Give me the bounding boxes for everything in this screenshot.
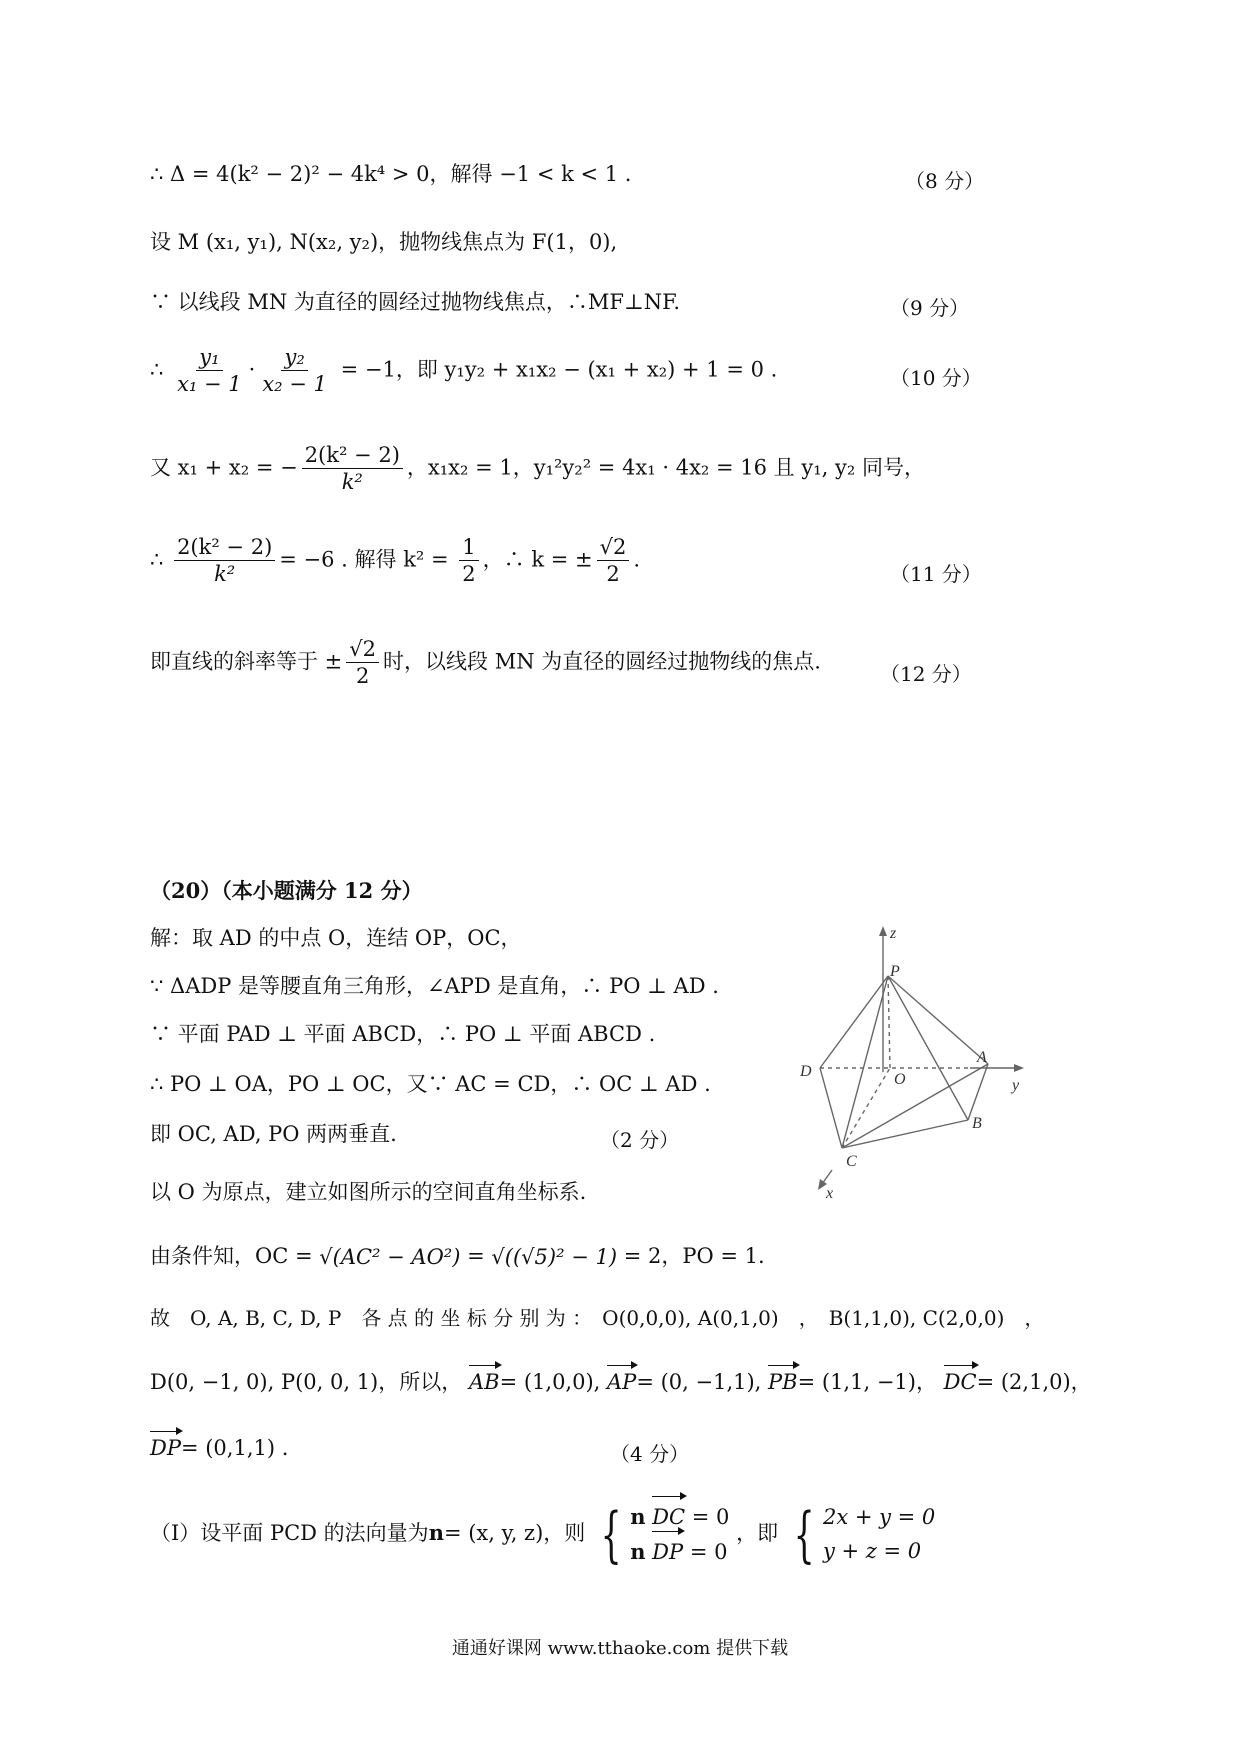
label-B: B [972,1115,982,1132]
score-2: （2 分） [600,1128,680,1152]
circle-condition: ∵ 以线段 MN 为直径的圆经过抛物线焦点，∴MF⊥NF. [150,290,681,314]
score-8: （8 分） [905,169,985,193]
label-D: D [800,1063,812,1080]
score-11: （11 分） [890,562,982,586]
solution-step-2: ∵ ΔADP 是等腰直角三角形，∠APD 是直角，∴ PO ⊥ AD . [150,974,719,998]
solution-step-5: 即 OC, AD, PO 两两垂直. [150,1122,397,1146]
solution-step-3: ∵ 平面 PAD ⊥ 平面 ABCD，∴ PO ⊥ 平面 ABCD . [150,1022,656,1046]
setup-points: 设 M (x₁, y₁), N(x₂, y₂)，抛物线焦点为 F(1，0), [150,230,618,254]
segment-AC [842,1064,988,1148]
label-x: x [826,1185,834,1198]
solution-step-1: 解：取 AD 的中点 O，连结 OP，OC， [150,926,522,950]
score-9: （9 分） [890,296,970,320]
normal-vector-setup: （I）设平面 PCD 的法向量为n= (x, y, z)，则 { n DC = 0 n DP = 0 ，即 { 2x + y = 0 y + z = 0 [150,1499,936,1570]
score-10: （10 分） [890,366,982,390]
pyramid-figure [790,918,1030,1198]
length-computation: 由条件知，OC = √(AC² − AO²) = √((√5)² − 1) = 2，PO = 1. [150,1244,765,1269]
edge-PD [820,976,888,1068]
score-12: （12 分） [880,662,972,686]
label-z: z [890,925,897,942]
label-y: y [1012,1077,1020,1094]
segment-OC [842,1068,890,1148]
edge-PA [888,976,988,1064]
segment-PO [888,976,890,1068]
slope-product-equation: ∴ $\frac{\text{y₁}}{\text{x₁ − 1}}$ · $\frac{\text{y₂}}{\text{x₂ − 1}}$ = −1，即 y₁y₂ + x₁x₂ − (x₁ + x₂) + 1 = 0 . [150,345,778,397]
edge-PC [842,976,888,1148]
equation-discriminant: ∴ Δ = 4(k² − 2)² − 4k⁴ > 0，解得 −1 < k < 1 . [150,162,632,186]
coordinates-list: 故 O, A, B, C, D, P 各 点 的 坐 标 分 别 为 ： O(0,0,0), A(0,1,0) ， B(1,1,0), C(2,0,0) ， [150,1306,1045,1330]
label-C: C [846,1153,857,1170]
vector-dp: DP= (0,1,1) . [150,1436,289,1460]
vectors-list: D(0, −1, 0), P(0, 0, 1)，所以， AB= (1,0,0), AP= (0, −1,1), PB= (1,1, −1)， DC= (2,1,0)， [150,1370,1092,1394]
score-4: （4 分） [610,1442,690,1466]
label-O: O [894,1071,906,1088]
vieta-relations: 又 x₁ + x₂ = − $\frac{\text{2(k² − 2)}}{\text{k²}}$ ，x₁x₂ = 1，y₁²y₂² = 4x₁ · 4x₂ = 16 且 y₁, y₂ 同号， [150,443,925,495]
label-A: A [977,1049,987,1066]
edge-CB [842,1120,968,1148]
edge-DC [820,1068,842,1148]
conclusion: 即直线的斜率等于 ± $\frac{√2}{2}$ 时，以线段 MN 为直径的圆经过抛物线的焦点. [150,637,821,689]
coordinate-system: 以 O 为原点，建立如图所示的空间直角坐标系. [150,1180,587,1204]
solve-k: ∴ $\frac{\text{2(k² − 2)}}{\text{k²}}$ = −6 . 解得 k² = $\frac{1}{2}$ ，∴ k = ± $\frac{√2}{2}$ . [150,535,641,587]
label-P: P [890,963,900,980]
edge-BA [968,1064,988,1120]
problem-heading: （20）（本小题满分 12 分） [150,878,423,903]
page-footer: 通通好课网 www.tthaoke.com 提供下载 [451,1638,789,1659]
solution-step-4: ∴ PO ⊥ OA，PO ⊥ OC，又∵ AC = CD，∴ OC ⊥ AD . [150,1072,711,1096]
